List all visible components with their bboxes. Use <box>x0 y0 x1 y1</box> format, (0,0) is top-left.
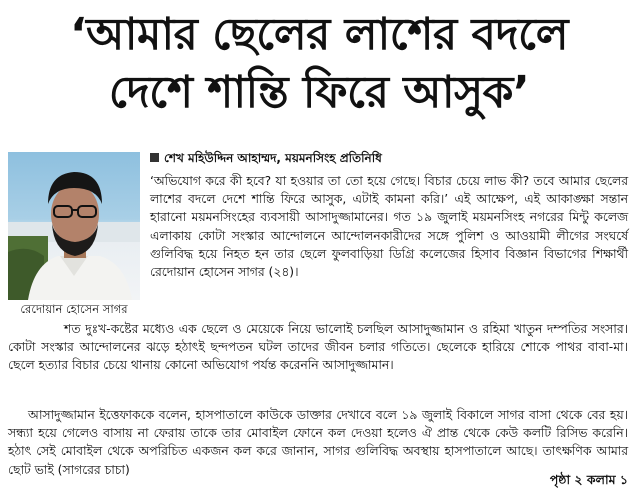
article-paragraph-1: ‘অভিযোগ করে কী হবে? যা হওয়ার তা তো হয়ে গেছে। বিচার চেয়ে লাভ কী? তবে আমার ছেলের লাশের বদলে দেশে শান্তি ফিরে আসুক, এটাই কামনা করি।’ এই আক্ষেপ, এই আকাঙ্ক্ষা সন্তান হারানো ময়মনসিংহের ব্যবসায়ী আসাদুজ্জামানের। গত ১৯ জুলাই ময়মনসিংহ নগরের মিন্টু কলেজ এলাকায় কোটা সংস্কার আন্দোলনে আন্দোলনকারীদের সঙ্গে পুলিশ ও আওয়ামী লীগের সংঘর্ষে গুলিবিদ্ধ হয়ে নিহত হন তার ছেলে ফুলবাড়িয়া ডিগ্রি কলেজের হিসাব বিজ্ঞান বিভাগের শিক্ষার্থী রেদোয়ান হোসেন সাগর (২৪)। <box>150 174 628 280</box>
article-paragraph-2: শত দুঃখ-কষ্টের মধ্যেও এক ছেলে ও মেয়েকে নিয়ে ভালোই চলছিল আসাদুজ্জামান ও রহিমা খাতুন দম্পতির সংসার। কোটা সংস্কার আন্দোলনের ঝড়ে হঠাৎই ছন্দপতন ঘটল তাদের জীবন চলার গতিতে। ছেলেকে হারিয়ে শোকে পাথর বাবা-মা। ছেলে হত্যার বিচার চেয়ে থানায় কোনো অভিযোগ পর্যন্ত করেননি আসাদুজ্জামান। <box>8 322 628 373</box>
portrait-illustration <box>8 152 140 300</box>
page-reference: পৃষ্ঠা ২ কলাম ১ <box>544 472 628 492</box>
portrait-photo <box>8 152 140 300</box>
headline-line-1: ‘আমার ছেলের লাশের বদলে <box>69 9 569 60</box>
headline-line-2: দেশে শান্তি ফিরে আসুক’ <box>108 67 530 118</box>
byline <box>150 150 382 166</box>
byline-bullet-icon <box>150 153 159 162</box>
photo-caption: রেদোয়ান হোসেন সাগর <box>20 302 128 316</box>
article-paragraph-3: আসাদুজ্জামান ইত্তেফাককে বলেন, হাসপাতালে কাউকে ডাক্তার দেখাবে বলে ১৯ জুলাই বিকালে সাগর বাসা থেকে বের হয়। সন্ধ্যা হয়ে গেলেও বাসায় না ফেরায় তাকে তার মোবাইল ফোনে কল দেওয়া হলেও ঐ প্রান্ত থেকে কেউ কলটি রিসিভ করেনি। হঠাৎ সেই মোবাইল থেকে অপরিচিত একজন কল করে জানান, সাগর গুলিবিদ্ধ অবস্থায় হাসপাতালে আছে। তাৎক্ষণিক আমার ছোট ভাই (সাগরের চাচা) <box>8 408 628 477</box>
byline-text: শেখ মহিউদ্দিন আহাম্মদ, ময়মনসিংহ প্রতিনিধি <box>164 151 382 165</box>
headline <box>0 6 638 122</box>
